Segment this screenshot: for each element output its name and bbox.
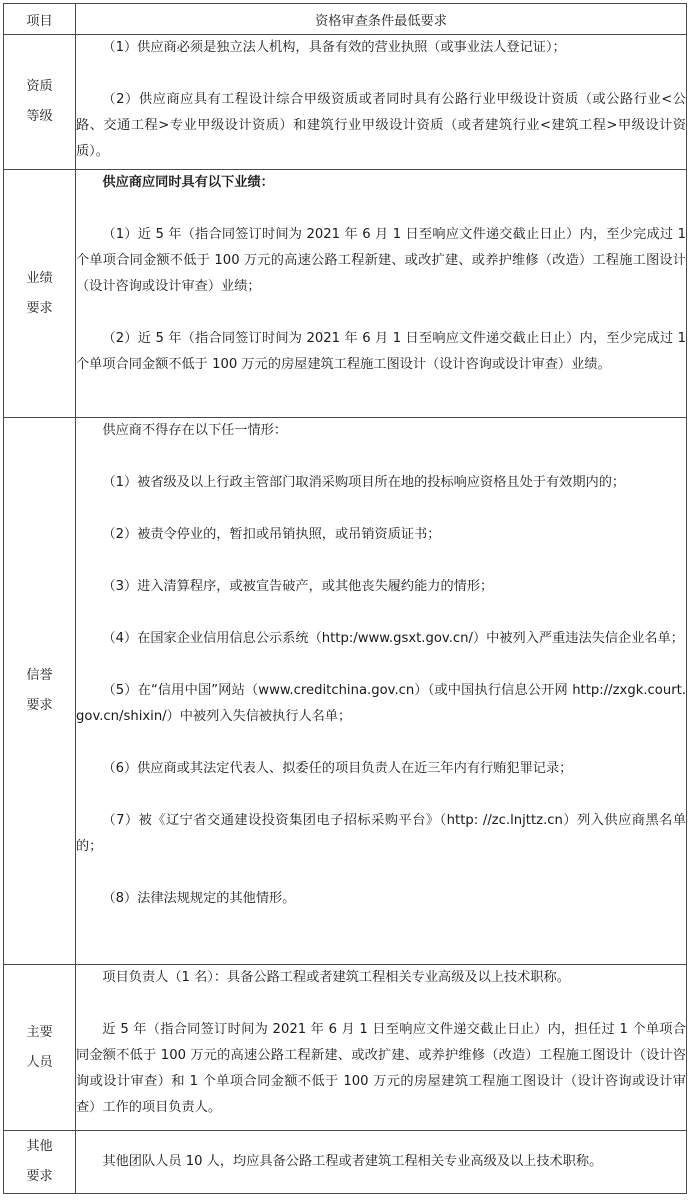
row-label: 主要人员 [26,1024,53,1070]
requirement-paragraph: （5）在“信用中国”网站（www.creditchina.gov.cn）（或中国执行信息公开网 http://zxgk.court.gov.cn/shixin/）中被列入失信被执行人名单； [76,683,686,724]
requirement-paragraph: （2）近 5 年（指合同签订时间为 2021 年 6 月 1 日至响应文件递交截止日止）内，至少完成过 1 个单项合同金额不低于 100 万元的房屋建筑工程施工图设计（设计咨询或设计审查）业绩。 [76,331,686,372]
requirement-paragraph: （1）近 5 年（指合同签订时间为 2021 年 6 月 1 日至响应文件递交截止日止）内，至少完成过 1 个单项合同金额不低于 100 万元的高速公路工程新建、或改扩建、或养护维修（改造）工程施工图设计（设计咨询或设计审查）业绩； [76,227,686,294]
table-row-key-personnel [4,965,687,1131]
table-row-performance [4,170,687,418]
row-label: 资质等级 [26,79,53,124]
row-label-cell [4,1131,76,1194]
requirement-paragraph: （1）被省级及以上行政主管部门取消采购项目所在地的投标响应资格且处于有效期内的； [102,475,626,490]
requirement-paragraph: （3）进入清算程序，或被宣告破产，或其他丧失履约能力的情形； [102,579,494,594]
requirement-paragraph: （4）在国家企业信用信息公示系统（http:/www.gsxt.gov.cn/）中被列入严重违法失信企业名单； [102,631,684,646]
table-row-other [4,1131,687,1194]
row-content-cell [76,965,687,1131]
row-label-cell [4,418,76,965]
row-content-cell [76,418,687,965]
table-row-qualification-level [4,35,687,170]
row-label-cell [4,35,76,170]
requirement-paragraph: 近 5 年（指合同签订时间为 2021 年 6 月 1 日至响应文件递交截止日止）内，担任过 1 个单项合同金额不低于 100 万元的高速公路工程新建、或改扩建、或养护维修（改造）工程施工图设计（设计咨询或设计审查）和 1 个单项合同金额不低于 100 万元的房屋建筑工程施工图设计（设计咨询或设计审查）工作的项目负责人。 [76,1022,686,1115]
row-label: 业绩要求 [26,270,53,316]
row-label: 其他要求 [26,1139,53,1184]
header-requirements: 资格审查条件最低要求 [76,4,687,35]
requirement-intro: 供应商不得存在以下任一情形： [102,423,288,438]
row-content-cell [76,170,687,418]
qualification-requirements-table [3,3,687,1194]
requirement-paragraph: （2）供应商应具有工程设计综合甲级资质或者同时具有公路行业甲级设计资质（或公路行业<公路、交通工程>专业甲级设计资质）和建筑行业甲级设计资质（或者建筑行业<建筑工程>甲级设计资质）。 [76,92,686,159]
table-header-row [4,4,687,35]
row-label-cell [4,170,76,418]
requirement-paragraph: （2）被责令停业的，暂扣或吊销执照，或吊销资质证书； [102,527,441,542]
requirement-paragraph: 项目负责人（1 名）：具备公路工程或者建筑工程相关专业高级及以上技术职称。 [102,970,570,985]
requirement-paragraph: 其他团队人员 10 人，均应具备公路工程或者建筑工程相关专业高级及以上技术职称。 [102,1154,603,1169]
requirement-paragraph: （1）供应商必须是独立法人机构，具备有效的营业执照（或事业法人登记证）； [102,40,566,55]
table-row-credit [4,418,687,965]
row-label-cell [4,965,76,1131]
header-item: 项目 [4,4,76,35]
row-content-cell [76,35,687,170]
row-label: 信誉要求 [26,668,53,713]
requirement-paragraph: （8）法律法规规定的其他情形。 [102,891,296,906]
requirement-intro: 供应商应同时具有以下业绩： [102,175,274,190]
row-content-cell [76,1131,687,1194]
requirement-paragraph: （6）供应商或其法定代表人、拟委任的项目负责人在近三年内有行贿犯罪记录； [102,761,573,776]
requirement-paragraph: （7）被《辽宁省交通建设投资集团电子招标采购平台》（http: //zc.lnjttz.cn）列入供应商黑名单的； [76,813,686,854]
